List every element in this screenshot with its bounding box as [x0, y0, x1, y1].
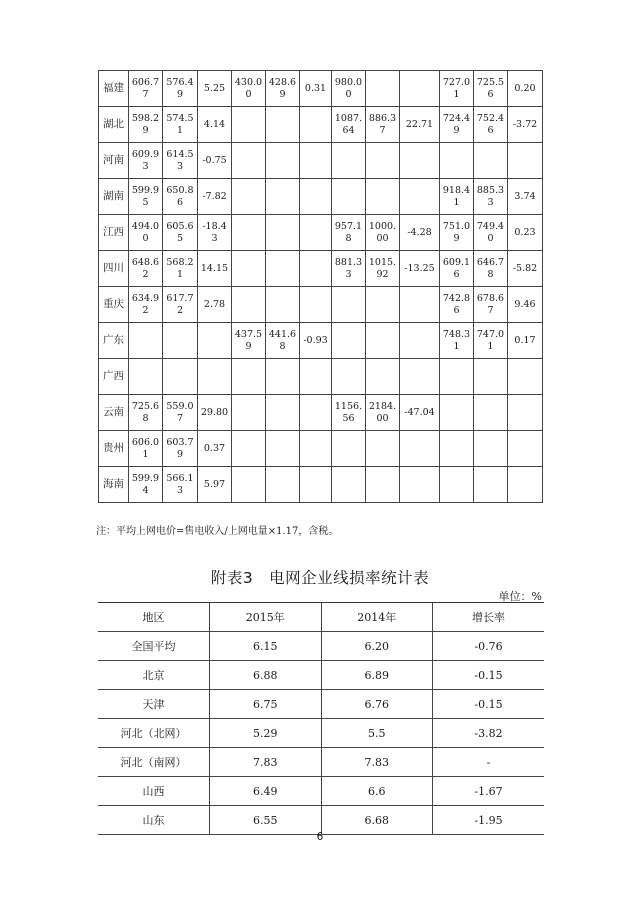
table-cell: 5.97 — [198, 467, 232, 503]
table-cell: 6.49 — [210, 777, 322, 806]
table-cell: 0.37 — [198, 431, 232, 467]
table-cell: 881.33 — [332, 251, 366, 287]
region-cell: 河南 — [99, 143, 129, 179]
table-cell: -0.76 — [433, 632, 545, 661]
region-cell: 湖北 — [99, 107, 129, 143]
table-cell — [474, 395, 508, 431]
region-cell: 四川 — [99, 251, 129, 287]
table-cell: 559.07 — [163, 395, 198, 431]
table-cell: 9.46 — [508, 287, 543, 323]
page-number: 6 — [316, 831, 324, 843]
table-cell — [366, 323, 400, 359]
column-header: 2014年 — [321, 603, 433, 632]
table-cell — [232, 395, 266, 431]
table-cell — [266, 467, 300, 503]
column-header: 地区 — [98, 603, 210, 632]
table-cell: -4.28 — [400, 215, 440, 251]
table-cell: -47.04 — [400, 395, 440, 431]
table-cell: 648.62 — [129, 251, 163, 287]
table-cell: 14.15 — [198, 251, 232, 287]
table-cell: 748.31 — [440, 323, 474, 359]
table-cell — [300, 143, 332, 179]
table-cell — [332, 323, 366, 359]
table-cell: 6.76 — [321, 690, 433, 719]
table-cell: 725.56 — [474, 71, 508, 107]
table-cell — [300, 107, 332, 143]
line-loss-table — [98, 602, 544, 835]
table-row — [99, 143, 543, 179]
table-cell — [129, 359, 163, 395]
table-cell: 1000.00 — [366, 215, 400, 251]
table-row — [99, 251, 543, 287]
table-row — [99, 431, 543, 467]
table-cell — [400, 143, 440, 179]
table-cell — [508, 359, 543, 395]
table-cell — [300, 179, 332, 215]
table-cell: 678.67 — [474, 287, 508, 323]
table-cell: 725.68 — [129, 395, 163, 431]
region-cell: 湖南 — [99, 179, 129, 215]
table-cell — [366, 359, 400, 395]
table-row — [99, 179, 543, 215]
table-row — [99, 323, 543, 359]
table-cell: -13.25 — [400, 251, 440, 287]
table-cell: -0.15 — [433, 661, 545, 690]
table-cell: 886.37 — [366, 107, 400, 143]
table-cell: 29.80 — [198, 395, 232, 431]
table-cell — [508, 395, 543, 431]
table-cell: 752.46 — [474, 107, 508, 143]
table-cell — [332, 467, 366, 503]
table-cell: 4.14 — [198, 107, 232, 143]
table-cell: -3.82 — [433, 719, 545, 748]
electricity-price-table — [98, 70, 543, 503]
table-cell — [300, 431, 332, 467]
table-row — [99, 359, 543, 395]
table-cell — [508, 467, 543, 503]
table-row — [98, 748, 544, 777]
table-cell: 6.88 — [210, 661, 322, 690]
table-cell: 609.93 — [129, 143, 163, 179]
table-cell: 5.29 — [210, 719, 322, 748]
table-cell: 3.74 — [508, 179, 543, 215]
table-cell — [300, 287, 332, 323]
table-cell — [332, 359, 366, 395]
table-cell — [266, 215, 300, 251]
table-cell — [266, 107, 300, 143]
table-cell — [300, 467, 332, 503]
table-cell: 2184.00 — [366, 395, 400, 431]
table-row — [99, 467, 543, 503]
table-cell — [440, 143, 474, 179]
table-row — [99, 395, 543, 431]
region-cell: 海南 — [99, 467, 129, 503]
table-cell — [198, 359, 232, 395]
table-cell: 751.09 — [440, 215, 474, 251]
table-cell — [232, 467, 266, 503]
table-cell — [266, 251, 300, 287]
table-cell — [232, 215, 266, 251]
table-row — [98, 777, 544, 806]
table-cell: 2.78 — [198, 287, 232, 323]
table-cell: 6.55 — [210, 806, 322, 835]
table-cell: 646.78 — [474, 251, 508, 287]
table-cell — [474, 359, 508, 395]
table-cell: 6.6 — [321, 777, 433, 806]
table-cell: - — [433, 748, 545, 777]
table-cell: -1.67 — [433, 777, 545, 806]
unit-label: 单位：% — [498, 590, 542, 603]
table-cell: 598.29 — [129, 107, 163, 143]
table-cell — [266, 431, 300, 467]
table-cell: 614.53 — [163, 143, 198, 179]
table-row — [98, 632, 544, 661]
column-header: 2015年 — [210, 603, 322, 632]
region-cell: 福建 — [99, 71, 129, 107]
table-cell: 606.77 — [129, 71, 163, 107]
region-cell: 重庆 — [99, 287, 129, 323]
table-cell: 1156.56 — [332, 395, 366, 431]
table-cell — [332, 179, 366, 215]
table-cell — [266, 395, 300, 431]
table-row — [99, 71, 543, 107]
table-cell — [366, 179, 400, 215]
table-cell: 605.65 — [163, 215, 198, 251]
table-cell — [400, 467, 440, 503]
table-cell: 650.86 — [163, 179, 198, 215]
table-cell — [232, 287, 266, 323]
table-cell: 山西 — [98, 777, 210, 806]
table-cell — [440, 431, 474, 467]
region-cell: 广东 — [99, 323, 129, 359]
table-cell: 749.40 — [474, 215, 508, 251]
table-cell — [332, 431, 366, 467]
table-row — [99, 287, 543, 323]
table-row — [98, 690, 544, 719]
table-cell: 河北（北网） — [98, 719, 210, 748]
table-cell — [440, 395, 474, 431]
table-cell: 5.25 — [198, 71, 232, 107]
table-cell: 0.20 — [508, 71, 543, 107]
table-cell — [266, 143, 300, 179]
region-cell: 广西 — [99, 359, 129, 395]
table-cell: 22.71 — [400, 107, 440, 143]
table-cell: 885.33 — [474, 179, 508, 215]
table-cell — [266, 287, 300, 323]
table-cell: 6.20 — [321, 632, 433, 661]
region-cell: 江西 — [99, 215, 129, 251]
table-cell — [366, 71, 400, 107]
table-cell — [300, 251, 332, 287]
table-cell: 441.68 — [266, 323, 300, 359]
header-row — [98, 603, 544, 632]
table-cell: -18.43 — [198, 215, 232, 251]
table-cell — [508, 431, 543, 467]
table-cell — [300, 359, 332, 395]
table-cell — [366, 287, 400, 323]
table-cell: -5.82 — [508, 251, 543, 287]
table-note: 注：平均上网电价=售电收入/上网电量×1.17，含税。 — [96, 526, 339, 537]
table-cell — [232, 143, 266, 179]
table-cell: 7.83 — [321, 748, 433, 777]
table-cell: 5.5 — [321, 719, 433, 748]
table-cell — [266, 359, 300, 395]
table-cell — [300, 215, 332, 251]
table-cell: 河北（南网） — [98, 748, 210, 777]
table-cell: 566.13 — [163, 467, 198, 503]
table-cell: 7.83 — [210, 748, 322, 777]
table-cell — [232, 431, 266, 467]
table-cell: 428.69 — [266, 71, 300, 107]
table-cell: 北京 — [98, 661, 210, 690]
table-cell — [300, 395, 332, 431]
table-cell: -3.72 — [508, 107, 543, 143]
table-cell: 606.01 — [129, 431, 163, 467]
table-cell: 568.21 — [163, 251, 198, 287]
table-row — [99, 107, 543, 143]
table-cell — [508, 143, 543, 179]
table-cell: 430.00 — [232, 71, 266, 107]
table-row — [98, 661, 544, 690]
table-cell: 山东 — [98, 806, 210, 835]
table-cell: 727.01 — [440, 71, 474, 107]
table-row — [98, 719, 544, 748]
table-cell: 742.86 — [440, 287, 474, 323]
table-cell — [198, 323, 232, 359]
table-cell: -0.15 — [433, 690, 545, 719]
table-cell: 0.17 — [508, 323, 543, 359]
table-cell — [129, 323, 163, 359]
table-cell — [232, 107, 266, 143]
table-cell: 724.49 — [440, 107, 474, 143]
table-cell: 599.94 — [129, 467, 163, 503]
table-cell — [474, 467, 508, 503]
table-cell: 437.59 — [232, 323, 266, 359]
table-cell: 494.00 — [129, 215, 163, 251]
table-cell — [366, 143, 400, 179]
table-cell: 6.68 — [321, 806, 433, 835]
table-cell: 天津 — [98, 690, 210, 719]
table-cell: 918.41 — [440, 179, 474, 215]
table-cell: 6.15 — [210, 632, 322, 661]
table-cell — [400, 431, 440, 467]
table-cell: 0.31 — [300, 71, 332, 107]
table-cell — [266, 179, 300, 215]
table-title: 附表3 电网企业线损率统计表 — [210, 569, 430, 587]
table-cell: 957.18 — [332, 215, 366, 251]
table-cell — [440, 467, 474, 503]
table-cell: 617.72 — [163, 287, 198, 323]
table-cell — [440, 359, 474, 395]
table-row — [99, 215, 543, 251]
table-cell: 576.49 — [163, 71, 198, 107]
table-cell: 980.00 — [332, 71, 366, 107]
table-cell: -0.75 — [198, 143, 232, 179]
region-cell: 贵州 — [99, 431, 129, 467]
table-cell: 747.01 — [474, 323, 508, 359]
region-cell: 云南 — [99, 395, 129, 431]
table-cell — [400, 179, 440, 215]
table-cell — [400, 323, 440, 359]
table-cell — [232, 359, 266, 395]
table-cell — [400, 359, 440, 395]
table-cell: 1087.64 — [332, 107, 366, 143]
table-cell: 6.89 — [321, 661, 433, 690]
table-cell — [474, 431, 508, 467]
table-cell: 574.51 — [163, 107, 198, 143]
table-cell: 0.23 — [508, 215, 543, 251]
table-cell: 603.79 — [163, 431, 198, 467]
table-cell — [232, 251, 266, 287]
table-cell: 1015.92 — [366, 251, 400, 287]
table-cell: -1.95 — [433, 806, 545, 835]
table-cell: 599.95 — [129, 179, 163, 215]
table-cell — [332, 287, 366, 323]
table-cell — [232, 179, 266, 215]
table-cell: 全国平均 — [98, 632, 210, 661]
table-cell — [474, 143, 508, 179]
table-cell: 609.16 — [440, 251, 474, 287]
table-cell — [366, 467, 400, 503]
table-cell — [400, 287, 440, 323]
table-cell — [400, 71, 440, 107]
table-cell — [163, 323, 198, 359]
table-cell — [163, 359, 198, 395]
table-cell: -0.93 — [300, 323, 332, 359]
table-cell — [332, 143, 366, 179]
table-cell: 634.92 — [129, 287, 163, 323]
table-cell: 6.75 — [210, 690, 322, 719]
table-cell: -7.82 — [198, 179, 232, 215]
table-cell — [366, 431, 400, 467]
column-header: 增长率 — [433, 603, 545, 632]
